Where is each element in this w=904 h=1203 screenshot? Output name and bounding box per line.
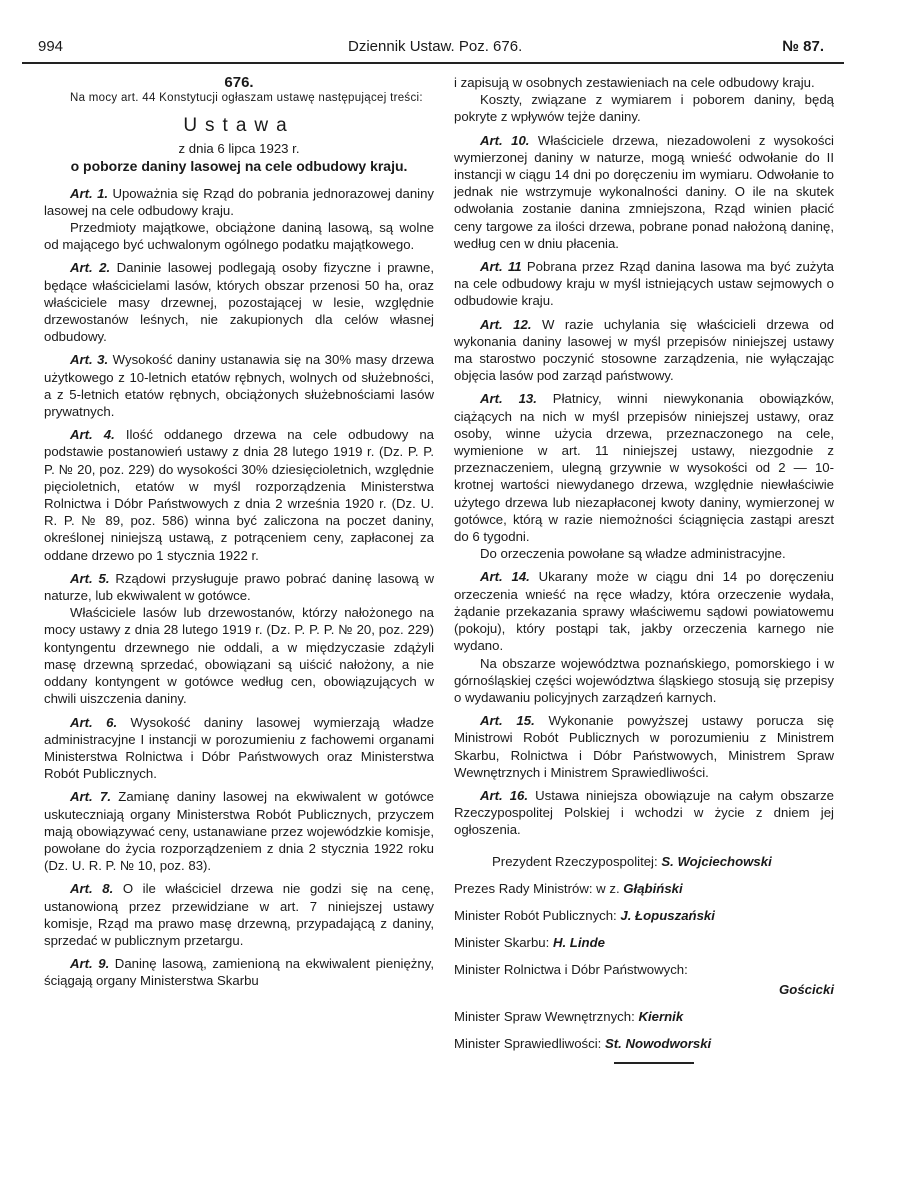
article-label: Art. 5. [70, 570, 110, 586]
law-subject: o poborze daniny lasowej na cele odbudowy kraju. [70, 157, 408, 174]
document-number: 676. [224, 74, 254, 91]
article-text: W razie uchylania się właścicieli drzewa od wykonania daniny lasowej w myśl przepisów niniejszej ustawy ma starostwo poczynić stosowne zarządzenia, nie wyłączając objęcia lasów pod zarząd państwowy. [454, 316, 834, 384]
signature-name: Głąbiński [623, 880, 683, 896]
signature-agriculture [454, 961, 834, 978]
article-text: Ustawa niniejsza obowiązuje na całym obszarze Rzeczypospolitej Polskiej i wchodzi w życie z dniem jej ogłoszenia. [454, 787, 834, 838]
article-text: Zamianę daniny lasowej na ekwiwalent w gotówce uskuteczniają organy Ministerstwa Robót Publicznych, przyczem mają obowiązywać ceny, ustanawiane przez wojewódzkie komisje, powołane do życia rozporządzeniem z dnia 2 stycznia 1922 roku (Dz. U. R. P. № 10, poz. 83). [44, 789, 434, 874]
article-label: Art. 6. [70, 714, 118, 730]
signature-name: St. Nowodworski [604, 1035, 712, 1051]
signature-president [454, 853, 834, 870]
signature-name: H. Linde [552, 935, 605, 951]
article-6 [44, 714, 434, 783]
article-label: Art. 3. [70, 352, 109, 368]
article-10 [454, 132, 834, 252]
article-8 [44, 880, 434, 949]
law-title: Ustawa [183, 115, 295, 137]
article-label: Art. 15. [480, 713, 535, 729]
end-rule [614, 1062, 694, 1064]
signature-role: Minister Sprawiedliwości: [454, 1035, 602, 1051]
header-rule [22, 62, 844, 64]
article-text: Pobrana przez Rząd danina lasowa ma być zużyta na cele odbudowy kraju w myśl istniejących ustaw sejmowych o odbudowie kraju. [454, 259, 834, 309]
article-text: Wykonanie powyższej ustawy porucza się Ministrowi Robót Publicznych w porozumieniu z Ministrem Skarbu, Rolnictwa i Dóbr Państwowych, Ministrem Spraw Wewnętrznych i Ministrem Sprawiedliwości. [454, 713, 834, 780]
page-number: 994 [38, 38, 64, 55]
signature-public-works [454, 907, 834, 924]
article-text: O ile właściciel drzewa nie godzi się na cenę, ustanowioną przez przewidziane w art. 7 niniejszej ustawy komisje, Rząd ma prawo masę drzewną, przypadającą z daniny, sprzedać w publicznym przetargu. [44, 881, 434, 948]
article-5 [44, 570, 434, 604]
left-column [44, 74, 434, 990]
article-1 [44, 185, 434, 219]
article-label: Art. 12. [480, 316, 532, 332]
article-13-paragraph-2: Do orzeczenia powołane są władze administracyjne. [480, 546, 786, 562]
signature-role: Minister Skarbu: [454, 935, 550, 951]
law-date: z dnia 6 lipca 1923 r. [178, 141, 300, 157]
article-9-paragraph-2: Koszty, związane z wymiarem i poborem daniny, będą pokryte z wpływów tejże daniny. [454, 92, 834, 125]
article-7 [44, 788, 434, 874]
article-15 [454, 712, 834, 781]
article-label: Art. 9. [70, 956, 110, 972]
article-5-paragraph-2: Właściciele lasów lub drzewostanów, którzy nałożonego na mocy ustawy z dnia 28 lutego 1919 r. (Dz. P. P. P. № 20, poz. 229) kontyngentu drzewnego nie oddali, a w międzyczasie zdążyli masę drzewną sprzedać, obowiązani są uiścić nałożony, a nie oddany kontyngent w gotówce według cen, obowiązujących w chwili uiszczenia daniny. [44, 605, 434, 707]
journal-title: Dziennik Ustaw. Poz. 676. [348, 38, 523, 55]
signature-role: Minister Spraw Wewnętrznych: [454, 1008, 635, 1024]
signature-name: Gościcki [779, 981, 834, 997]
intro-text: Na mocy art. 44 Konstytucji ogłaszam ustawę następującej treści: [70, 92, 423, 105]
signatures [454, 853, 834, 1065]
article-text: Upoważnia się Rząd do pobrania jednorazowej daniny lasowej na cele odbudowy kraju. [44, 185, 435, 218]
signature-agriculture-name [454, 981, 834, 998]
article-text: Właściciele drzewa, niezadowoleni z wysokości wymierzonej daniny w naturze, mogą wnieść odwołanie do II instancji w ciągu 14 dni po doręczeniu im wymiaru. Odwołanie to jednak nie wstrzymuje wykonalności daniny. O ile na skutek odwołania zostanie danina zmniejszona, Rząd winien płacić ceny targowe za ilości drzewa, pobrane ponad nałożoną daninę, według cen w dniu płacenia. [454, 132, 834, 251]
signature-treasury [454, 934, 834, 951]
article-text: Wysokość daniny lasowej wymierzają władze administracyjne I instancji w porozumieniu z fachowemi organami Ministerstwa Rolnictwa i Dóbr Państwowych oraz Ministerstwa Robót Publicznych. [44, 714, 435, 782]
signature-name: J. Łopuszański [620, 907, 715, 923]
article-2 [44, 259, 434, 345]
article-label: Art. 1. [70, 185, 109, 201]
signature-interior [454, 1008, 834, 1025]
article-9 [44, 955, 434, 989]
article-text: Płatnicy, winni niewykonania obowiązków, ciążących na nich w myśl przepisów niniejszej ustawy, oraz osoby, winne użycia drzewa, przeznaczonego na cele, wymienione w art. 11 niniejszej ustawy, niezgodnie z przeznaczeniem, ulegną grzywnie w wysokości od 2 — 10-krotnej wartości niewydanego drzewa, względnie niewłaściwie użytego drzewa lub niezapłaconej kwoty daniny, wymierzonej w gotówce, którą w razie niemożności ściągnięcia zastąpi areszt do 6 tygodni. [454, 391, 834, 545]
article-label: Art. 16. [480, 787, 529, 803]
signature-justice [454, 1035, 834, 1052]
article-text: Ilość oddanego drzewa na cele odbudowy na podstawie postanowień ustawy z dnia 28 lutego 1919 r. (Dz. P. P. P. № 20, poz. 229) do wysokości 30% dziesięcioletnich, względnie pięcioletnich, etatów w myśl rozporządzenia Ministerstwa Rolnictwa i Dóbr Państwowych z dnia 2 września 1920 r. (Dz. U. R. P. № 89, poz. 586) winna być zaliczona na poczet daniny, określonej niniejszą ustawą, z potrąceniem ceny, zapłaconej za oddane drzewo po 1 stycznia 1922 r. [44, 427, 435, 563]
signature-role: Minister Robót Publicznych: [454, 907, 617, 923]
signature-prime-minister [454, 880, 834, 897]
right-column [454, 74, 834, 1064]
article-text: Ukarany może w ciągu dni 14 po doręczeniu orzeczenia wnieść na ręce władzy, która orzeczenie wydała, żądanie przekazania sprawy właściwemu sądowi powiatowemu (pokoju), który postąpi tak, jakby orzeczenia karnego nie wydano. [454, 569, 834, 654]
article-16 [454, 787, 834, 839]
issue-number: № 87. [782, 38, 824, 55]
article-label: Art. 4. [70, 427, 115, 443]
signature-role: Prezes Rady Ministrów: w z. [454, 880, 620, 896]
article-9-continuation: i zapisują w osobnych zestawieniach na cele odbudowy kraju. [454, 75, 815, 90]
article-14-paragraph-2: Na obszarze województwa poznańskiego, pomorskiego i w górnośląskiej części województwa śląskiego stosują się przepisy o wydawaniu policyjnych zarządzeń karnych. [454, 655, 834, 705]
signature-role: Prezydent Rzeczypospolitej: [492, 853, 658, 869]
page-header [38, 38, 824, 60]
article-text: Wysokość daniny ustanawia się na 30% masy drzewa użytkowego z 10-letnich etatów rębnych, wolnych od służebności, a z 5-letnich etatów rębnych, obciążonych służebnościami lasów prywatnych. [44, 352, 434, 420]
article-4 [44, 426, 434, 564]
article-text: Daninę lasową, zamienioną na ekwiwalent pieniężny, ściągają organy Ministerstwa Skarbu [44, 956, 435, 989]
signature-role: Minister Rolnictwa i Dóbr Państwowych: [454, 962, 688, 978]
signature-name: S. Wojciechowski [661, 853, 772, 869]
article-text: Rządowi przysługuje prawo pobrać daninę lasową w naturze, lub ekwiwalent w gotówce. [44, 570, 434, 604]
article-label: Art. 10. [480, 132, 530, 148]
article-14 [454, 568, 834, 654]
article-13 [454, 390, 834, 545]
article-label: Art. 7. [70, 789, 111, 805]
article-label: Art. 2. [70, 260, 111, 276]
article-3 [44, 351, 434, 420]
article-1-paragraph-2: Przedmioty majątkowe, obciążone daniną lasową, są wolne od mającego być uchwalonym ogólnego podatku majątkowego. [44, 220, 434, 253]
signature-name: Kiernik [638, 1008, 684, 1024]
article-label: Art. 14. [480, 569, 530, 585]
article-11 [454, 258, 834, 310]
article-label: Art. 11 [480, 259, 522, 275]
article-label: Art. 8. [70, 881, 114, 897]
article-12 [454, 316, 834, 385]
article-text: Daninie lasowej podlegają osoby fizyczne i prawne, będące właścicielami lasów, których obszar przenosi 50 ha, oraz właściciele masy drzewnej, pozostającej w lesie, względnie drzewostanów leśnych, nie zakupionych dla celów własnej odbudowy. [44, 260, 435, 345]
article-label: Art. 13. [480, 391, 537, 407]
